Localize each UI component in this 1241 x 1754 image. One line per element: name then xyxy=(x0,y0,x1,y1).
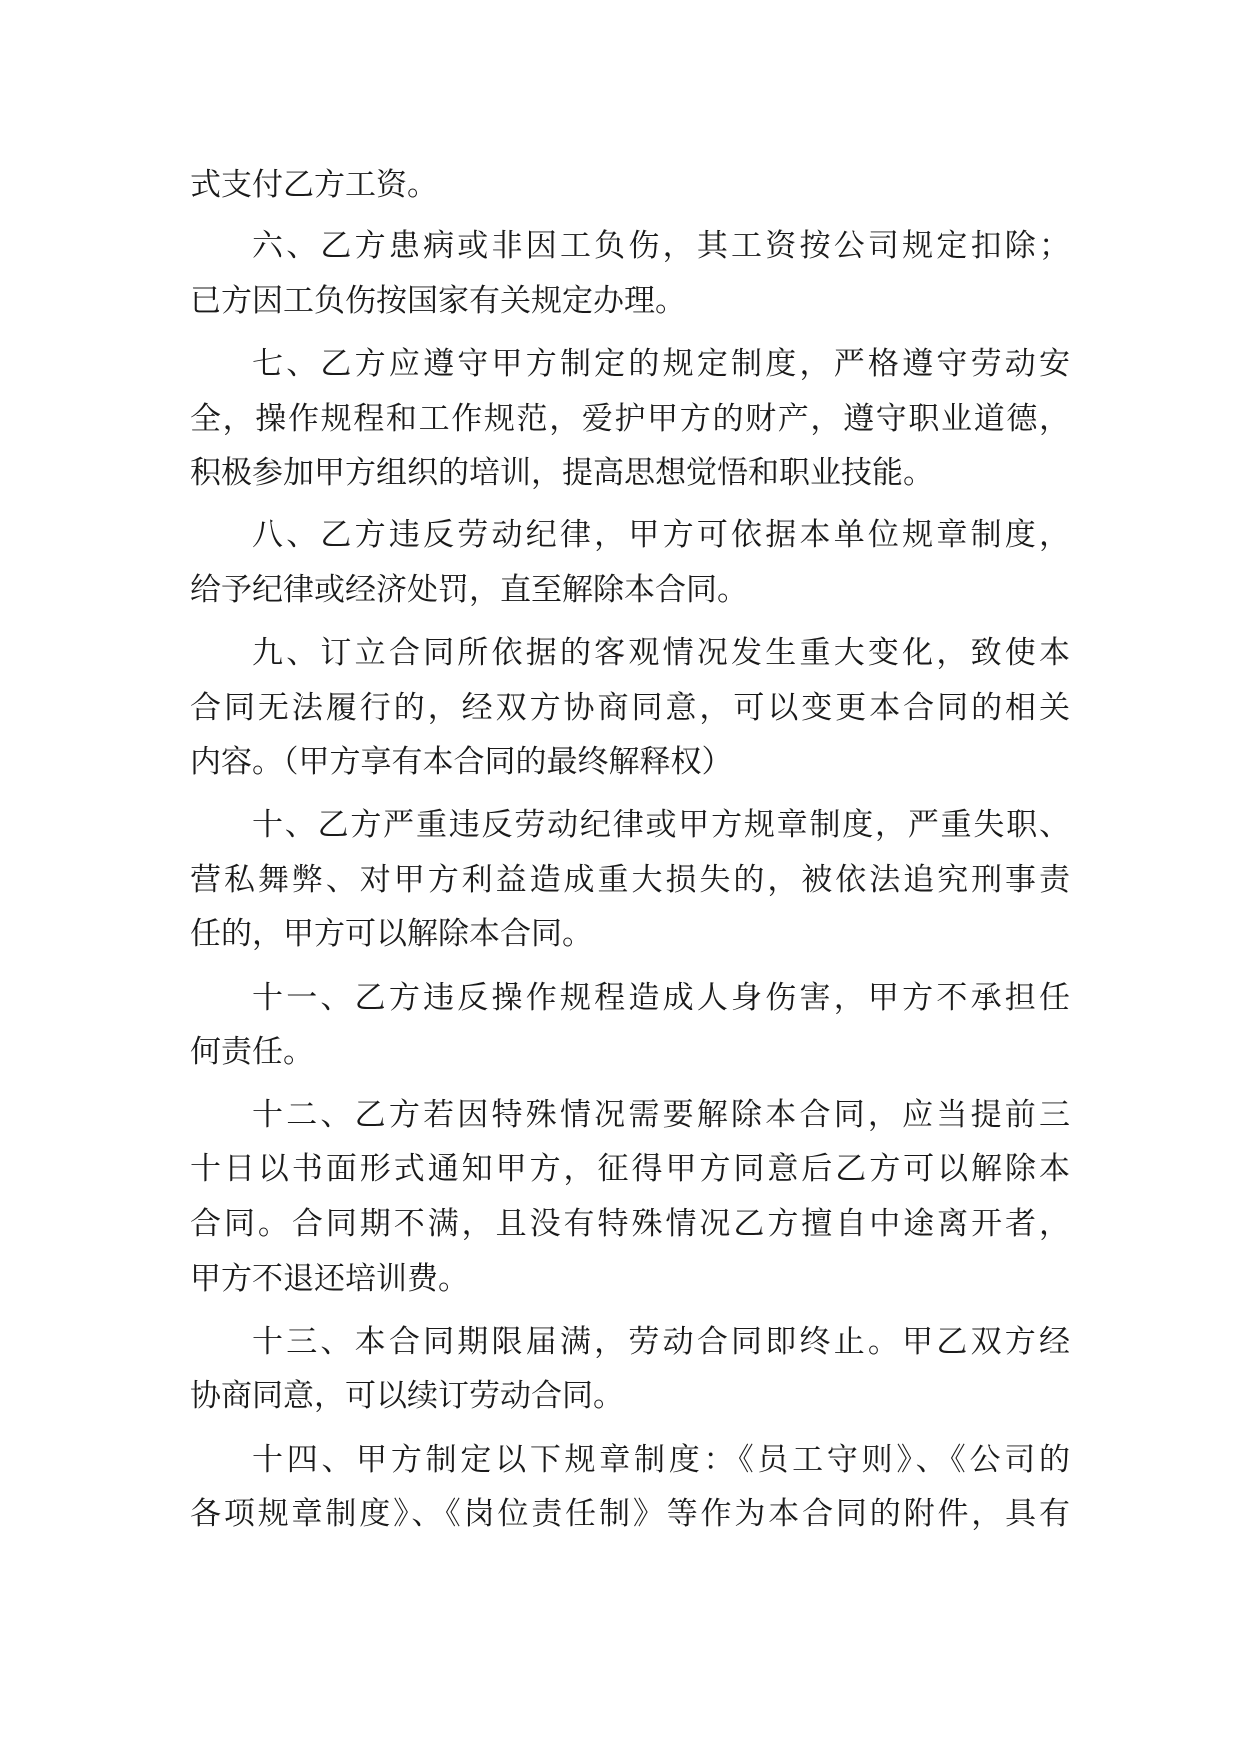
text-line-item-14-continuation: 各项规章制度》、《岗位责任制》等作为本合同的附件，具有 xyxy=(190,1496,1070,1532)
text-line-item-12-middle-2: 合同。合同期不满，且没有特殊情况乙方擅自中途离开者， xyxy=(190,1206,1070,1242)
text-line-item-5-continuation: 式支付乙方工资。 xyxy=(190,167,438,203)
text-line-item-12-middle-1: 十日以书面形式通知甲方，征得甲方同意后乙方可以解除本 xyxy=(190,1151,1070,1187)
text-line-item-9-middle: 合同无法履行的，经双方协商同意，可以变更本合同的相关 xyxy=(190,690,1070,726)
text-line-item-12-start: 十二、乙方若因特殊情况需要解除本合同，应当提前三 xyxy=(252,1097,1070,1133)
text-line-item-6-start: 六、乙方患病或非因工负伤，其工资按公司规定扣除； xyxy=(252,228,1070,264)
text-line-item-7-start: 七、乙方应遵守甲方制定的规定制度，严格遵守劳动安 xyxy=(252,346,1070,382)
text-line-item-11-start: 十一、乙方违反操作规程造成人身伤害，甲方不承担任 xyxy=(252,980,1070,1016)
text-line-item-10-start: 十、乙方严重违反劳动纪律或甲方规章制度，严重失职、 xyxy=(252,807,1070,843)
text-line-item-12-end: 甲方不退还培训费。 xyxy=(190,1261,469,1297)
text-line-item-10-middle: 营私舞弊、对甲方利益造成重大损失的，被依法追究刑事责 xyxy=(190,862,1070,898)
text-line-item-9-end: 内容。（甲方享有本合同的最终解释权） xyxy=(190,744,733,780)
text-line-item-13-end: 协商同意，可以续订劳动合同。 xyxy=(190,1378,624,1414)
text-line-item-8-start: 八、乙方违反劳动纪律，甲方可依据本单位规章制度， xyxy=(252,517,1070,553)
text-line-item-8-end: 给予纪律或经济处罚，直至解除本合同。 xyxy=(190,572,748,608)
text-line-item-13-start: 十三、本合同期限届满，劳动合同即终止。甲乙双方经 xyxy=(252,1324,1070,1360)
text-line-item-7-middle: 全，操作规程和工作规范，爱护甲方的财产，遵守职业道德， xyxy=(190,401,1070,437)
text-line-item-10-end: 任的，甲方可以解除本合同。 xyxy=(190,916,593,952)
text-line-item-9-start: 九、订立合同所依据的客观情况发生重大变化，致使本 xyxy=(252,635,1070,671)
text-line-item-14-start: 十四、甲方制定以下规章制度：《员工守则》、《公司的 xyxy=(252,1442,1070,1478)
text-line-item-11-end: 何责任。 xyxy=(190,1034,314,1070)
text-line-item-7-end: 积极参加甲方组织的培训，提高思想觉悟和职业技能。 xyxy=(190,455,934,491)
text-line-item-6-end: 已方因工负伤按国家有关规定办理。 xyxy=(190,283,686,319)
